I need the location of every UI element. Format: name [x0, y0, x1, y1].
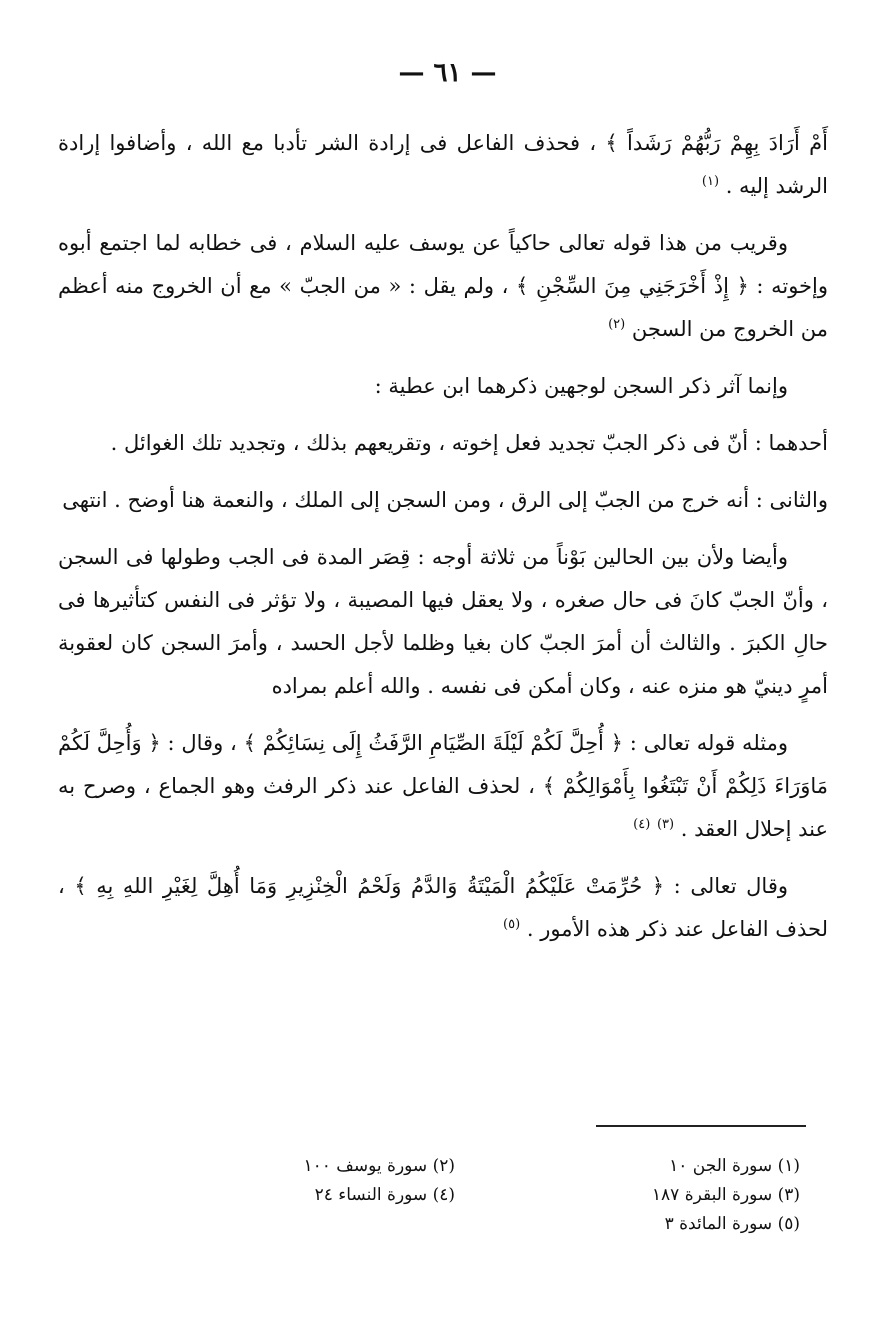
footnote-ref-4: (٤) [633, 817, 651, 832]
footnote-3: (٣) سورة البقرة ١٨٧ [651, 1185, 800, 1205]
footnote-5: (٥) سورة المائدة ٣ [664, 1214, 800, 1234]
paragraph-3-text: وإنما آثر ذكر السجن لوجهين ذكرهما ابن عطية : [374, 374, 788, 398]
footnote-2: (٢) سورة يوسف ١٠٠ [303, 1156, 455, 1176]
paragraph-4 [58, 422, 828, 465]
paragraph-8 [58, 865, 828, 951]
paragraph-7-text: ومثله قوله تعالى : ﴿ أُحِلَّ لَكُمْ لَيْلَةَ الصِّيَامِ الرَّفَثُ إِلَى نِسَائِكُمْ ﴾ ، وقال : ﴿ وَأُحِلَّ لَكُمْ مَاوَرَاءَ ذَلِكُمْ أَنْ تَبْتَغُوا بِأَمْوَالِكُمْ ﴾ ، لحذف الفاعل عند ذكر الرفث وهو الجماع ، وصرح به عند إحلال العقد . [58, 731, 828, 841]
paragraph-4-text: أحدهما : أنّ فى ذكر الجبّ تجديد فعل إخوته ، وتقريعهم بذلك ، وتجديد تلك الغوائل . [110, 431, 828, 455]
footnote-ref-2: (٢) [608, 317, 626, 332]
footnotes [170, 1152, 800, 1239]
footnote-ref-1: (١) [701, 174, 720, 189]
paragraph-2-text: وقريب من هذا قوله تعالى حاكياً عن يوسف عليه السلام ، فى خطابه لما اجتمع أبوه وإخوته : ﴿ إِذْ أَخْرَجَنِي مِنَ السِّجْنِ ﴾ ، ولم يقل : « من الجبّ » مع أن الخروج منه أعظم من الخروج من السجن [58, 231, 828, 341]
paragraph-5 [58, 479, 828, 522]
footnote-ref-3: (٣) [656, 817, 675, 832]
footnote-divider [596, 1125, 806, 1127]
paragraph-8-text: وقال تعالى : ﴿ حُرِّمَتْ عَلَيْكُمُ الْمَيْتَةُ وَالدَّمُ وَلَحْمُ الْخِنْزِيرِ وَمَا أُهِلَّ لِغَيْرِ اللهِ بِهِ ﴾ ، لحذف الفاعل عند ذكر هذه الأمور . [58, 874, 828, 941]
paragraph-2 [58, 222, 828, 351]
paragraph-1-text: أَمْ أَرَادَ بِهِمْ رَبُّهُمْ رَشَداً ﴾ ، فحذف الفاعل فى إرادة الشر تأدبا مع الله ، وأضافوا إرادة الرشد إليه . [58, 131, 828, 198]
paragraph-7 [58, 722, 828, 851]
footnote-1: (١) سورة الجن ١٠ [669, 1156, 800, 1176]
paragraph-6-text: وأيضا ولأن بين الحالين بَوْناً من ثلاثة أوجه : قِصَر المدة فى الجب وطولها فى السجن ، وأنّ الجبّ كانَ فى حال صغره ، ولا يعقل فيها المصيبة ، ولا تؤثر فى النفس كتأثيرها فى حالِ الكبرَ . والثالث أن أمرَ الجبّ كان بغيا وظلما لأجل الحسد ، وأمرَ السجن كان لعقوبة أمرٍ دينيّ هو منزه عنه ، وكان أمكن فى نفسه . والله أعلم بمراده [58, 545, 828, 698]
body-text [58, 122, 828, 965]
paragraph-6 [58, 536, 828, 708]
paragraph-1 [58, 122, 828, 208]
paragraph-5-text: والثانى : أنه خرج من الجبّ إلى الرق ، ومن السجن إلى الملك ، والنعمة هنا أوضح . انتهى [62, 488, 828, 512]
page-number: — ٦١ — [398, 58, 497, 88]
footnote-4: (٤) سورة النساء ٢٤ [314, 1185, 455, 1205]
footnote-ref-5: (٥) [503, 917, 521, 932]
paragraph-3 [58, 365, 828, 408]
